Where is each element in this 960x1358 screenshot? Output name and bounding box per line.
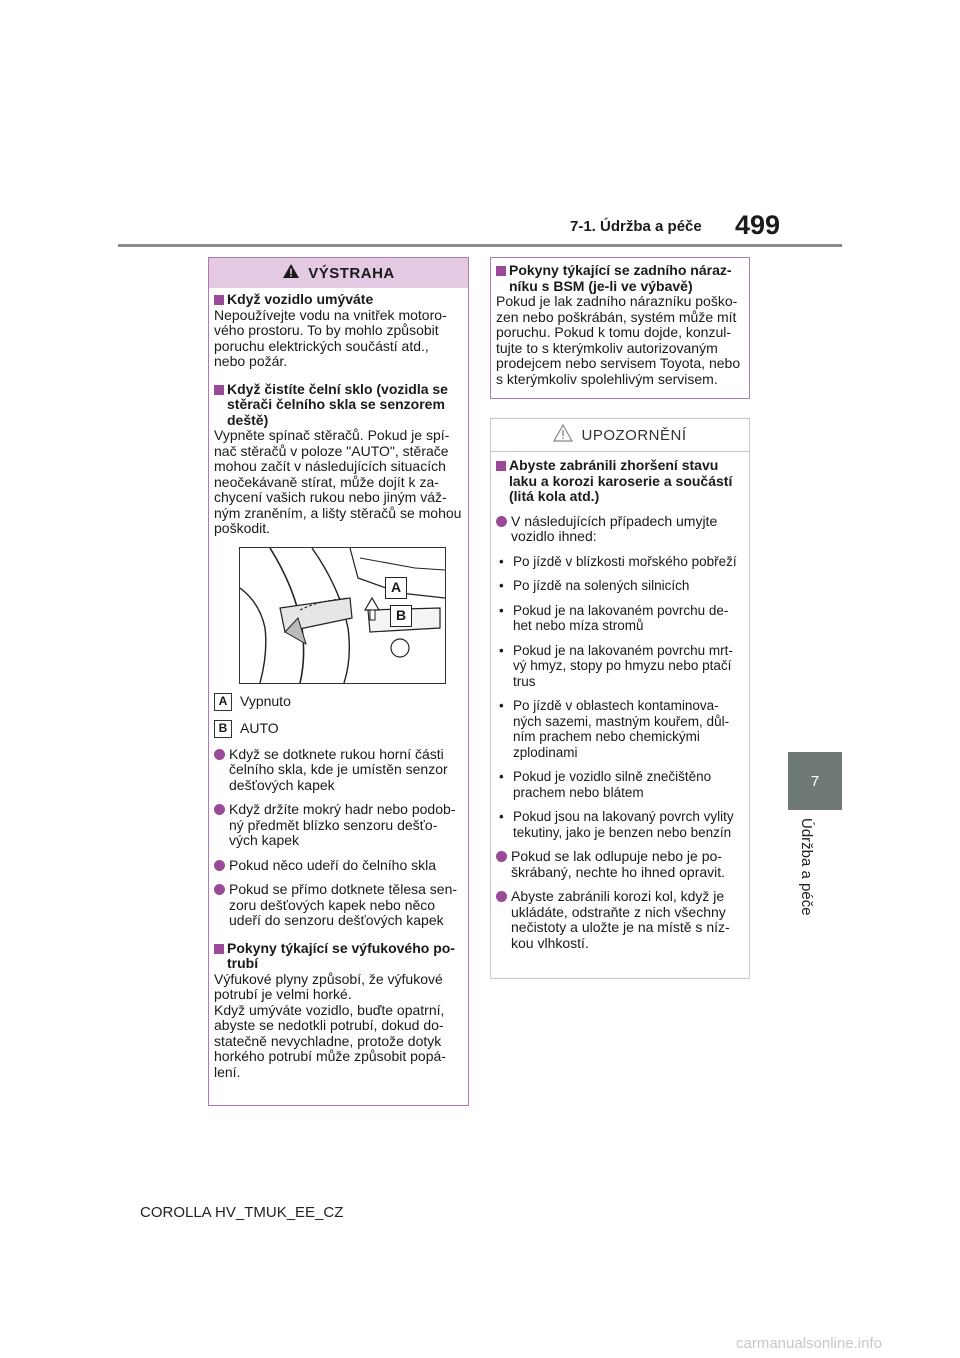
situation-item: Když se dotknete rukou horní části čelního skla, kde je umístěn senzor dešťových kapek [214,747,463,794]
warning-box [208,257,469,1106]
caution-peeling: Pokud se lak odlupuje nebo je po-škrábaný, nechte ho ihned opravit. [496,849,744,880]
caution-wheels: Abyste zabránili korozi kol, když je ukládáte, odstraňte z nich všechny nečistoty a uložte je na místě s níz-kou vlhkostí. [496,889,744,951]
warning-title: VÝSTRAHA [308,264,395,282]
caution-triangle-icon [553,424,573,446]
situation-item: Pokud se přímo dotknete tělesa sen-zoru dešťových kapek nebo něco udeří do senzoru dešťových kapek [214,882,463,929]
warning-header [209,258,468,288]
exhaust-heading: Pokyny týkající se výfukového po-trubí [214,941,463,972]
washing-heading: Když vozidlo umýváte [214,292,463,308]
caution-intro: V následujících případech umyjte vozidlo ihned: [496,514,744,545]
label-b-box: B [214,720,232,738]
bsm-text: Pokud je lak zadního nárazníku poško-zen nebo poškrábán, systém může mít poruchu. Pokud k tomu dojde, konzul-tujte to s kterýmkoliv autorizovaným prodejcem nebo servisem Toyota, nebo s kterýmkoliv spolehlivým servisem. [496,293,741,387]
callout-a: A [385,577,407,599]
caution-heading: Abyste zabránili zhoršení stavu laku a korozi karoserie a součástí (litá kola atd.) [496,458,744,505]
caution-bullet: • Pokud jsou na lakovaný povrch vylity tekutiny, jako je benzen nebo benzín [496,809,744,840]
windshield-heading: Když čistíte čelní sklo (vozidla se stěrači čelního skla se senzorem deště) [214,382,463,429]
caution-bullet: • Pokud je na lakovaném povrchu mrt-vý hmyz, stopy po hmyzu nebo ptačí trus [496,643,744,690]
caution-bullet: • Pokud je na lakovaném povrchu de-het nebo míza stromů [496,603,744,634]
wiper-switch-illustration [239,547,446,684]
chapter-number: 7 [810,773,820,790]
label-a-box: A [214,693,232,711]
chapter-label: Údržba a péče [798,818,815,916]
page-number: 499 [735,210,781,240]
washing-text: Nepoužívejte vodu na vnitřek motoro-vého prostoru. To by mohlo způsobit poruchu elektrických součástí atd., nebo požár. [214,306,447,369]
bsm-heading: Pokyny týkající se zadního náraz-níku s BSM (je-li ve výbavě) [496,263,744,294]
chapter-tab [788,752,842,810]
caution-bullet: • Po jízdě na solených silnicích [496,578,744,594]
caution-bullet: • Po jízdě v oblastech kontaminova-ných sazemi, mastným kouřem, důl-ním prachem nebo chemickými zplodinami [496,698,744,760]
situation-item: Pokud něco udeří do čelního skla [214,858,463,874]
situation-item: Když držíte mokrý hadr nebo podob-ný předmět blízko senzoru dešťo-vých kapek [214,802,463,849]
caution-bullet: • Po jízdě v blízkosti mořského pobřeží [496,554,744,570]
bsm-box [490,257,750,399]
caution-title: UPOZORNĚNÍ [581,426,687,444]
warning-triangle-icon [282,263,300,283]
label-auto [214,720,463,738]
caution-bullet: • Pokud je vozidlo silně znečištěno prachem nebo blátem [496,769,744,800]
label-b-text: AUTO [240,719,279,736]
section-title: 7-1. Údržba a péče [570,218,702,235]
header-rule [118,244,842,247]
label-a-text: Vypnuto [240,692,291,709]
callout-b: B [390,605,412,627]
caution-header [491,419,749,452]
windshield-text: Vypněte spínač stěračů. Pokud je spí-nač stěračů v poloze "AUTO", stěrače mohou začít v následujících situacích neočekávaně stírat, může dojít k za-chycení vašich rukou nebo jiným váž-ným zraněním, a lišty stěračů se mohou poškodit. [214,427,462,536]
caution-box [490,418,750,979]
label-off [214,693,463,711]
watermark: carmanualsonline.info [736,1335,882,1352]
exhaust-text: Výfukové plyny způsobí, že výfukové potrubí je velmi horké. Když umýváte vozidlo, buďte opatrní, abyste se nedotkli potrubí, dokud do-statečně nevychladne, protože dotyk horkého potrubí může způsobit popá-lení. [214,970,446,1080]
footer-model: COROLLA HV_TMUK_EE_CZ [140,1204,344,1221]
